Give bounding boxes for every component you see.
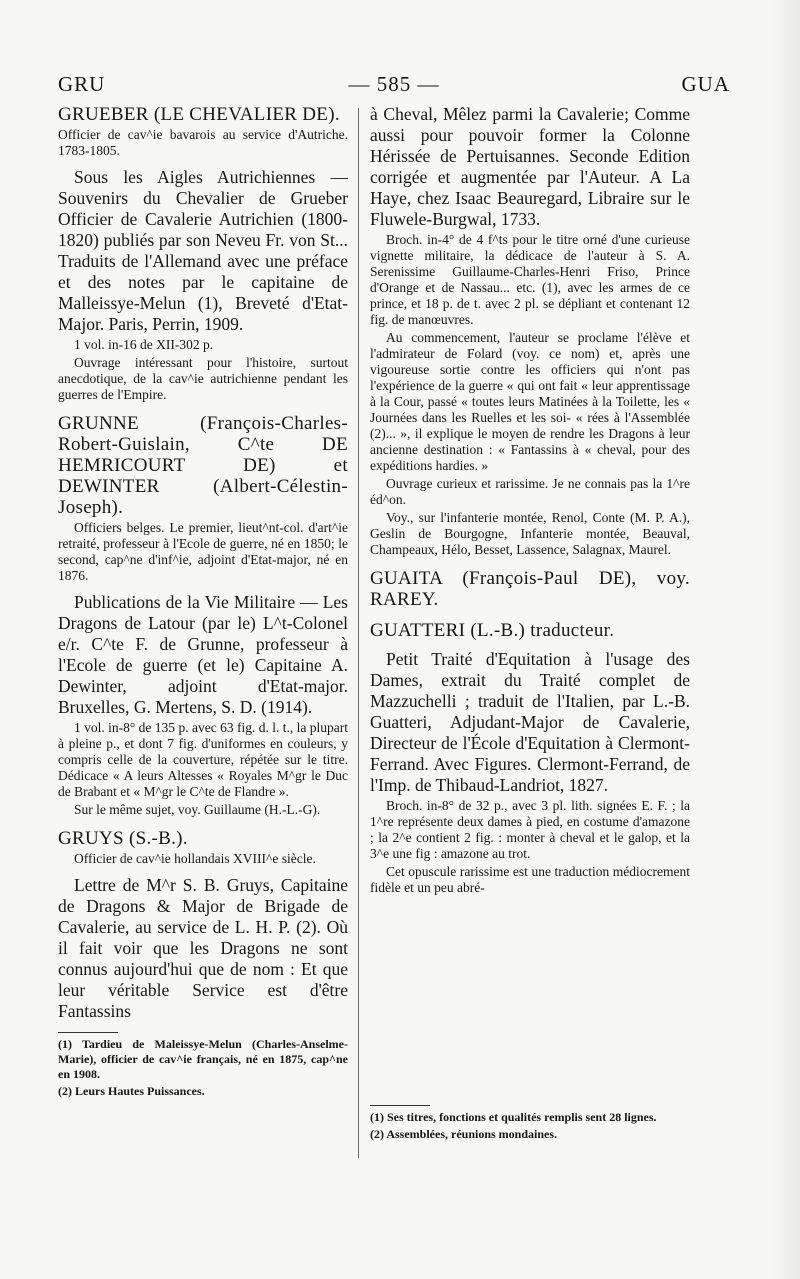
- entry-description: 1 vol. in-16 de XII-302 p.: [74, 337, 214, 352]
- entry-heading: GUATTERI (L.-B.) traducteur.: [370, 620, 615, 641]
- entry-heading: GUAITA (François-Paul DE), voy. RAREY.: [370, 568, 690, 610]
- column-divider: [358, 108, 359, 1158]
- entry-description: 1 vol. in-8° de 135 p. avec 63 fig. d. l. t., la plupart à pleine p., et dont 7 fig. d'uniformes en couleurs, y compris celle de la couverture, répétée sur le titre. Dédicace « A leurs Altesses « Royales M^gr le Duc de Brabant et « M^gr le C^te de Flandre ».: [58, 720, 348, 799]
- entry-note: Officiers belges. Le premier, lieut^nt-col. d'art^ie retraité, professeur à l'Ecole de guerre, né en 1850; le second, cap^ne d'inf^ie, adjoint d'Etat-major, né en 1876.: [58, 520, 348, 583]
- entry-description: Voy., sur l'infanterie montée, Renol, Conte (M. P. A.), Geslin de Bourgogne, Infanterie montée, Beauval, Champeaux, Hélo, Besset, Lassence, Salagnax, Maurel.: [370, 510, 690, 557]
- running-head: [58, 72, 730, 100]
- entry-gruys: [58, 828, 348, 1022]
- entry-title: Publications de la Vie Militaire — Les Dragons de Latour (par le) L^t-Colonel e/r. C^te F. de Grunne, professeur à l'Ecole de guerre (et le) Capitaine A. Dewinter, adjoint d'Etat-major. Bruxelles, G. Mertens, S. D. (1914).: [58, 592, 348, 717]
- running-head-left: GRU: [58, 72, 106, 96]
- footnote: (1) Ses titres, fonctions et qualités remplis sent 28 lignes.: [370, 1110, 657, 1124]
- entry-title: Petit Traité d'Equitation à l'usage des Dames, extrait du Traité complet de Mazzuchelli ; traduit de l'Italien, par L.-B. Guatteri, Adjudant-Major de Cavalerie, Directeur de l'École d'Equitation à Clermont-Ferrand. Avec Figures. Clermont-Ferrand, de l'Imp. de Thibaud-Landriot, 1827.: [370, 649, 690, 795]
- entry-grueber: [58, 104, 348, 403]
- entry-heading: GRUEBER (LE CHEVALIER DE).: [58, 104, 340, 125]
- entry-note: Officier de cav^ie bavarois au service d'Autriche. 1783-1805.: [58, 127, 348, 158]
- entry-grunne: [58, 413, 348, 818]
- page-edge-shadow: [770, 0, 800, 1279]
- page-number: — 585 —: [348, 72, 440, 96]
- footnote: (2) Leurs Hautes Puissances.: [58, 1084, 205, 1098]
- entry-description: Sur le même sujet, voy. Guillaume (H.-L.-G).: [74, 802, 321, 817]
- right-column: [370, 104, 690, 906]
- entry-description: Cet opuscule rarissime est une traduction médiocrement fidèle et un peu abré-: [370, 864, 690, 895]
- entry-guatteri: [370, 620, 690, 896]
- footnote-rule: [370, 1105, 430, 1106]
- left-column: [58, 104, 348, 1099]
- footnote-rule: [58, 1032, 118, 1033]
- footnote: (1) Tardieu de Maleissye-Melun (Charles-Anselme-Marie), officier de cav^ie français, né en 1875, cap^ne en 1908.: [58, 1037, 348, 1081]
- entry-description: Au commencement, l'auteur se proclame l'élève et l'admirateur de Folard (voy. ce nom) et, après une vigoureuse sortie contre les officiers qui n'ont pas l'expérience de la guerre « qui ont fait « leur apprentissage à la Cour, passé « toutes leurs Matinées à la Toilette, les « Journées dans les Ruelles et les soi- « rées à l'Assemblée (2)... », il explique le moyen de rendre les Dragons à leur ancienne destination : « Fantassins à « cheval, pour des expéditions hardies. »: [370, 330, 690, 473]
- entry-description: Ouvrage curieux et rarissime. Je ne connais pas la 1^re éd^on.: [370, 476, 690, 507]
- entry-gruys-continued: [370, 104, 690, 558]
- entry-title: Lettre de M^r S. B. Gruys, Capitaine de Dragons & Major de Brigade de Cavalerie, au service de L. H. P. (2). Où il fait voir que les Dragons ne sont connus aujourd'hui que de nom : Et que leur véritable Service est d'être Fantassins: [58, 875, 348, 1021]
- entry-title: Sous les Aigles Autrichiennes — Souvenirs du Chevalier de Grueber Officier de Cavalerie Autrichien (1800-1820) publiés par son Neveu Fr. von St... Traduits de l'Allemand avec une préface et des notes par le capitaine de Malleissye-Melun (1), Breveté d'Etat-Major. Paris, Perrin, 1909.: [58, 167, 348, 334]
- entry-heading: GRUYS (S.-B.).: [58, 828, 188, 849]
- right-footnotes: [370, 1095, 690, 1142]
- entry-heading: GRUNNE (François-Charles-Robert-Guislain, C^te DE HEMRICOURT DE) et DEWINTER (Albert-Célestin-Joseph).: [58, 413, 348, 518]
- footnote: (2) Assemblées, réunions mondaines.: [370, 1127, 558, 1141]
- entry-description: Broch. in-4° de 4 f^ts pour le titre orné d'une curieuse vignette militaire, la dédicace de l'auteur à S. A. Serenissime Guillaume-Charles-Henri Friso, Prince d'Orange et de Nassau... etc. (1), avec les armes de ce prince, et 18 p. de t. avec 2 pl. se dépliant et contenant 12 fig. de manœuvres.: [370, 232, 690, 327]
- entry-description: Ouvrage intéressant pour l'histoire, surtout anecdotique, de la cav^ie autrichienne pendant les guerres de l'Empire.: [58, 355, 348, 402]
- entry-guaita: [370, 568, 690, 610]
- entry-title: à Cheval, Mêlez parmi la Cavalerie; Comme aussi pour pouvoir former la Colonne Hérissée de Pertuisannes. Seconde Edition corrigée et augmentée par l'Auteur. A La Haye, chez Isaac Beauregard, Libraire sur le Fluwele-Burgwal, 1733.: [370, 104, 690, 229]
- running-head-right: GUA: [681, 72, 730, 96]
- entry-description: Broch. in-8° de 32 p., avec 3 pl. lith. signées E. F. ; la 1^re représente deux dames à pied, en costume d'amazone ; la 2^e contient 2 fig. : monter à cheval et le galop, et la 3^e une fig : amazone au trot.: [370, 798, 690, 861]
- entry-note: Officier de cav^ie hollandais XVIII^e siècle.: [74, 851, 316, 866]
